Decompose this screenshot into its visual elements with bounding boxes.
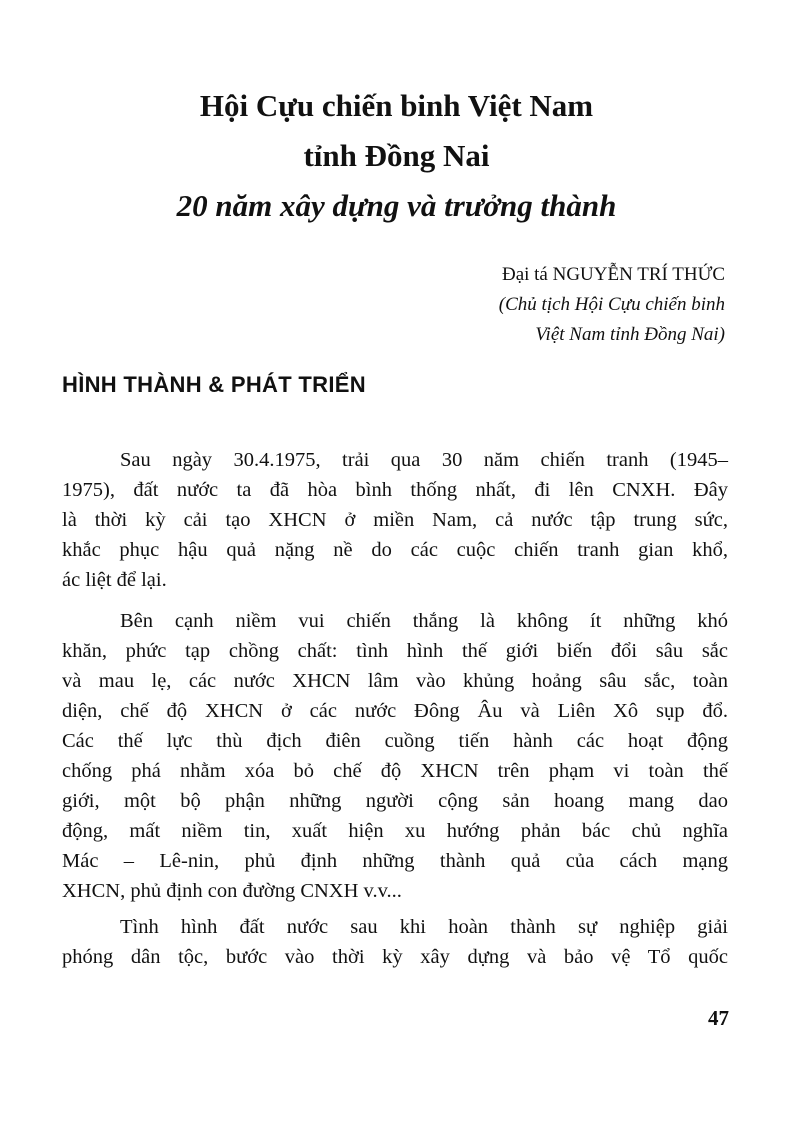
text-line: diện, chế độ XHCN ở các nước Đông Âu và Liên Xô sụp đổ.: [62, 700, 728, 722]
paragraph-2: [62, 606, 728, 906]
text-line: và mau lẹ, các nước XHCN lâm vào khủng hoảng sâu sắc, toàn: [62, 670, 728, 692]
title-line-1: Hội Cựu chiến binh Việt Nam: [199, 88, 594, 123]
author-role-line-1: (Chủ tịch Hội Cựu chiến binh: [498, 294, 725, 315]
text-line: Tình hình đất nước sau khi hoàn thành sự nghiệp giải: [120, 916, 728, 938]
text-line: Bên cạnh niềm vui chiến thắng là không ít những khó: [120, 610, 728, 632]
text-line: khắc phục hậu quả nặng nề do các cuộc chiến tranh gian khổ,: [62, 539, 728, 561]
paragraph-1: [62, 445, 728, 595]
text-line: ác liệt để lại.: [62, 569, 167, 591]
text-line: khăn, phức tạp chồng chất: tình hình thế giới biến đổi sâu sắc: [62, 640, 728, 662]
text-line: là thời kỳ cải tạo XHCN ở miền Nam, cả nước tập trung sức,: [62, 509, 728, 531]
text-line: Mác – Lê-nin, phủ định những thành quả của cách mạng: [62, 850, 728, 872]
text-line: giới, một bộ phận những người cộng sản hoang mang dao: [62, 790, 728, 812]
subtitle: 20 năm xây dựng và trưởng thành: [176, 188, 617, 223]
author-name: Đại tá NGUYỄN TRÍ THỨC: [501, 264, 725, 285]
text-line: Các thế lực thù địch điên cuồng tiến hành các hoạt động: [62, 730, 728, 752]
section-heading: HÌNH THÀNH & PHÁT TRIỂN: [62, 372, 366, 397]
page-number: 47: [708, 1006, 729, 1030]
text-line: động, mất niềm tin, xuất hiện xu hướng phản bác chủ nghĩa: [62, 820, 728, 842]
text-line: Sau ngày 30.4.1975, trải qua 30 năm chiến tranh (1945–: [120, 449, 728, 471]
author-block: [499, 260, 725, 350]
text-line: chống phá nhằm xóa bỏ chế độ XHCN trên phạm vi toàn thế: [62, 760, 728, 782]
title-line-2: tỉnh Đồng Nai: [303, 138, 490, 173]
author-role-line-2: Việt Nam tỉnh Đồng Nai): [535, 324, 725, 345]
paragraph-3: [62, 912, 728, 972]
text-line: phóng dân tộc, bước vào thời kỳ xây dựng và bảo vệ Tổ quốc: [62, 946, 728, 968]
text-line: 1975), đất nước ta đã hòa bình thống nhất, đi lên CNXH. Đây: [62, 479, 728, 501]
text-line: XHCN, phủ định con đường CNXH v.v...: [62, 880, 402, 902]
